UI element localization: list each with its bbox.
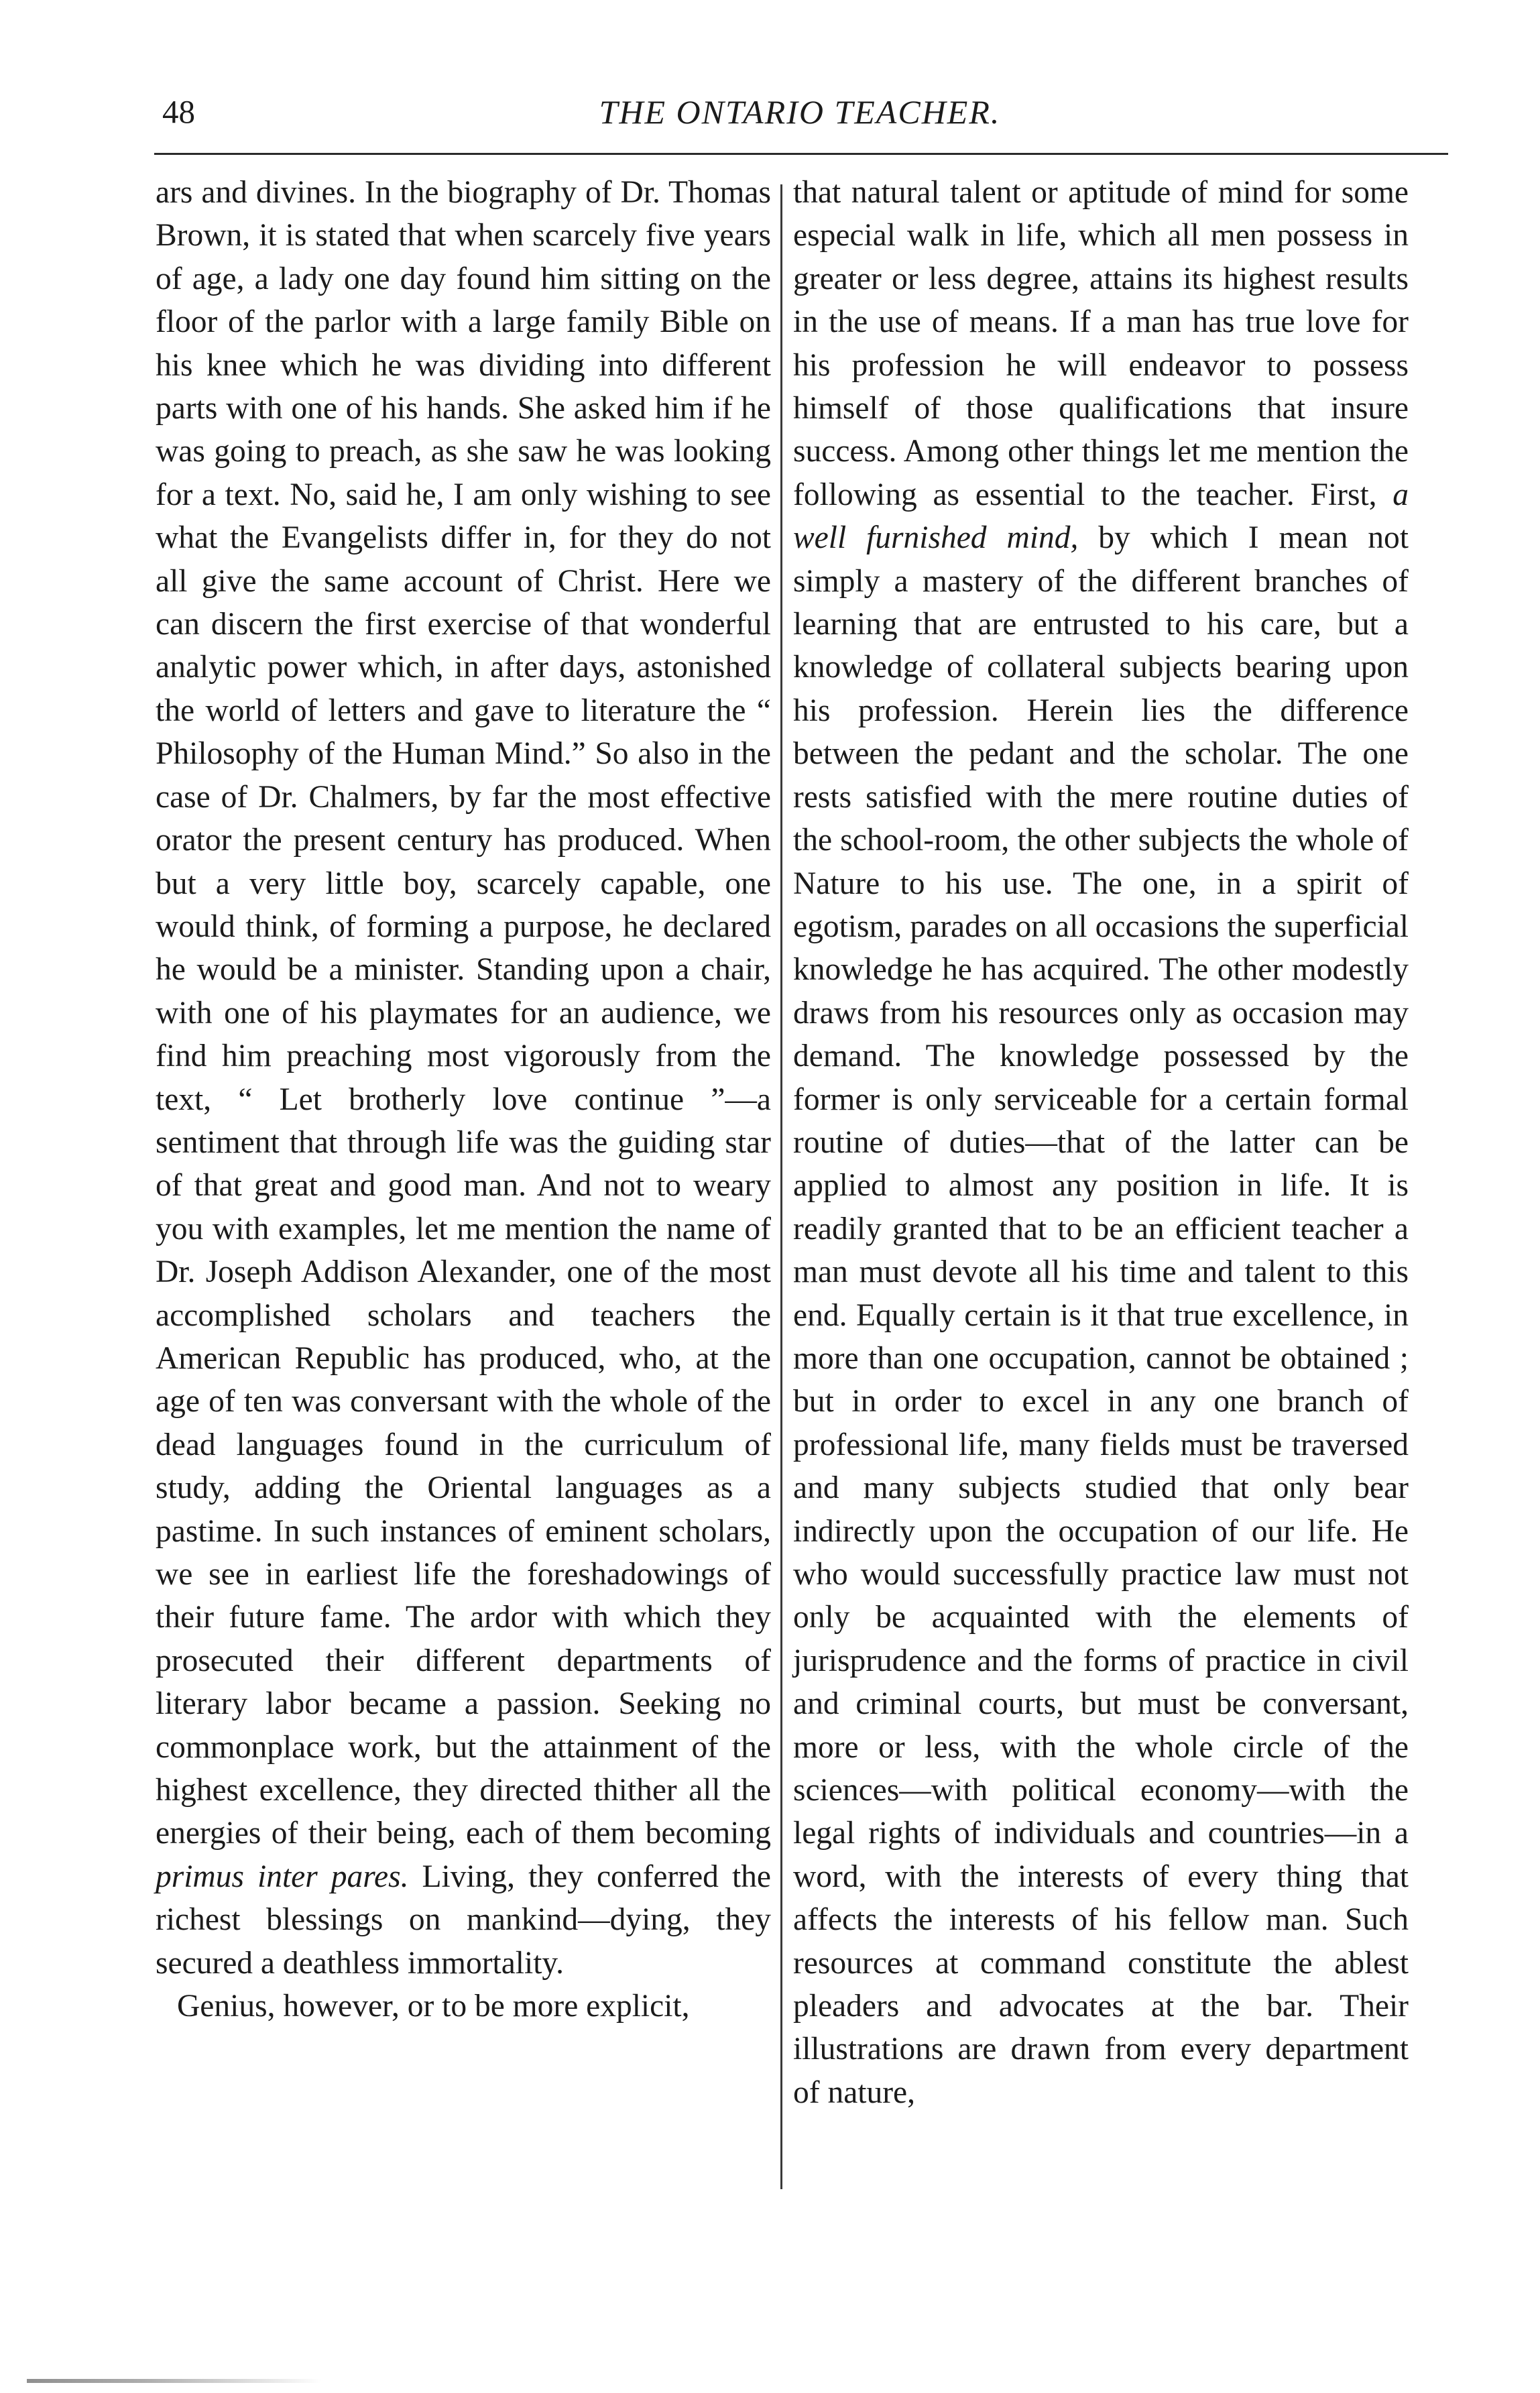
left-paragraph-1-text-b: Living, they conferred the richest blessings on mankind—dying, they secured a deathless immortality.: [156, 1859, 771, 1981]
column-divider: [780, 184, 782, 2189]
left-paragraph-1-italic: primus inter pares.: [156, 1859, 409, 1894]
page-header: [153, 93, 1447, 146]
right-paragraph-1: [793, 171, 1409, 2114]
running-head: THE ONTARIO TEACHER.: [599, 93, 1001, 131]
left-column: [156, 171, 771, 2028]
header-rule: [154, 153, 1448, 155]
right-column: [793, 171, 1409, 2114]
left-paragraph-2: Genius, however, or to be more explicit,: [177, 1989, 690, 2024]
right-paragraph-1-text-a: that natural talent or aptitude of mind for some especial walk in life, which all men possess in greater or less degree, attains its highest results in the use of means. If a man has true love for his profession he will endeavor to possess himself of those qualifications that insure success. Among other things let me mention the following as essential to the teacher. First,: [793, 175, 1409, 512]
page-number: 48: [162, 93, 195, 130]
left-paragraph-1-text-a: ars and divines. In the biography of Dr. Thomas Brown, it is stated that when scarcely five years of age, a lady one day found him sitting on the floor of the parlor with a large family Bible on his knee which he was dividing into different parts with one of his hands. She asked him if he was going to preach, as she saw he was looking for a text. No, said he, I am only wishing to see what the Evangelists differ in, for they do not all give the same account of Christ. Here we can discern the first exercise of that wonderful analytic power which, in after days, astonished the world of letters and gave to literature the “ Philosophy of the Human Mind.” So also in the case of Dr. Chalmers, by far the most effective orator the present century has produced. When but a very little boy, scarcely capable, one would think, of forming a purpose, he declared he would be a minister. Standing upon a chair, with one of his playmates for an audience, we find him preaching most vigorously from the text, “ Let brotherly love continue ”—a sentiment that through life was the guiding star of that great and good man. And not to weary you with examples, let me mention the name of Dr. Joseph Addison Alexander, one of the most accomplished scholars and teachers the American Republic has produced, who, at the age of ten was conversant with the whole of the dead languages found in the curriculum of study, adding the Oriental languages as a pastime. In such instances of eminent scholars, we see in earliest life the foreshadowings of their future fame. The ardor with which they prosecuted their different departments of literary labor became a passion. Seeking no commonplace work, but the attainment of the highest excellence, they directed thither all the energies of their being, each of them becoming: [156, 175, 771, 1851]
right-paragraph-1-text-b: by which I mean not simply a mastery of the different branches of learning that are entrusted to his care, but a knowledge of collateral subjects bearing upon his profession. Herein lies the difference between the pedant and the scholar. The one rests satisfied with the mere routine duties of the school-room, the other subjects the whole of Nature to his use. The one, in a spirit of egotism, parades on all occasions the superficial knowledge he has acquired. The other modestly draws from his resources only as occasion may demand. The knowledge possessed by the former is only serviceable for a certain formal routine of duties—that of the latter can be applied to almost any position in life. It is readily granted that to be an efficient teacher a man must devote all his time and talent to this end. Equally certain is it that true excellence, in more than one occupation, cannot be obtained ; but in order to excel in any one branch of professional life, many fields must be traversed and many subjects studied that only bear indirectly upon the occupation of our life. He who would successfully practice law must not only be acquainted with the elements of jurisprudence and the forms of practice in civil and criminal courts, but must be conversant, more or less, with the whole circle of the sciences—with political economy—with the legal rights of individuals and countries—in a word, with the interests of every thing that affects the interests of his fellow man. Such resources at command constitute the ablest pleaders and advocates at the bar. Their illustrations are drawn from every department of nature,: [793, 520, 1409, 2110]
left-paragraph-1: [156, 171, 771, 1985]
right-paragraph-1-italic: a well furnished mind,: [793, 477, 1409, 556]
scan-smudge: [27, 2379, 322, 2383]
